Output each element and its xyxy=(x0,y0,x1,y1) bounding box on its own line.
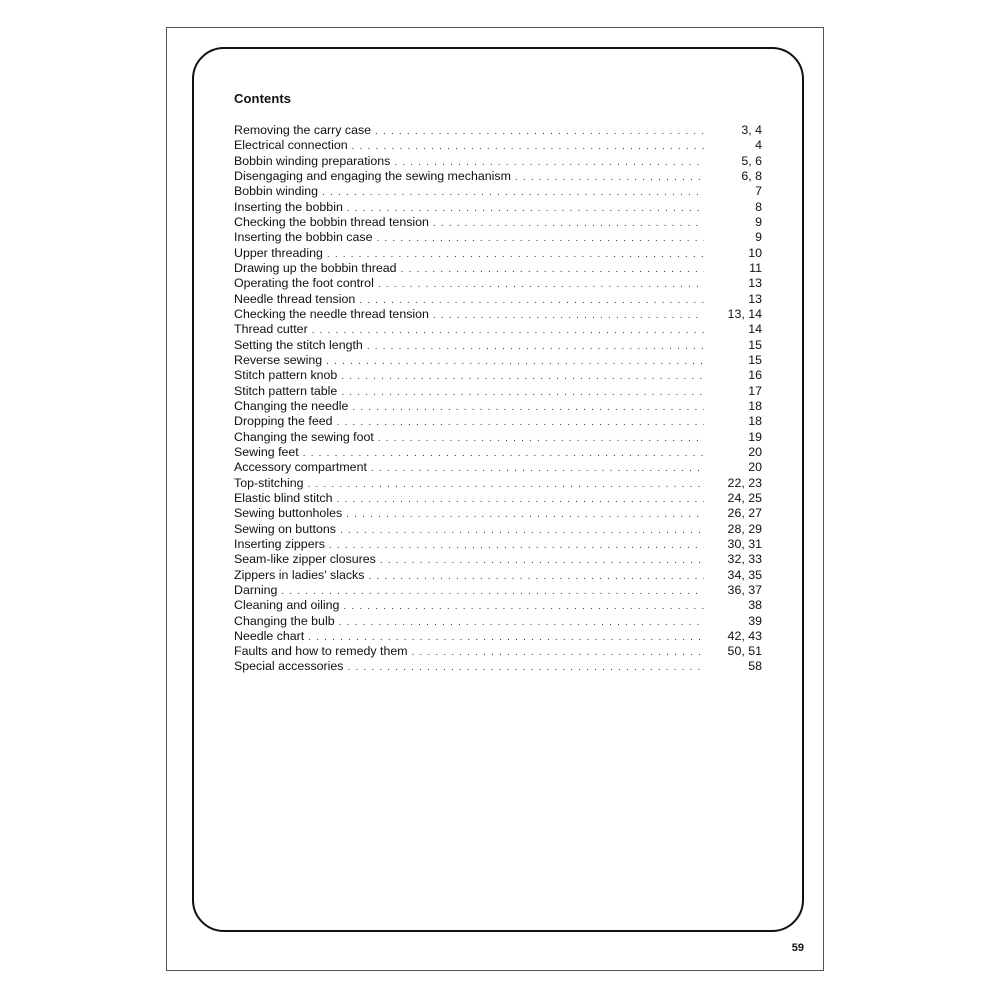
toc-entry-pages: 38 xyxy=(748,598,762,613)
toc-entry-label: Stitch pattern table xyxy=(234,383,338,398)
toc-entry-label: Needle chart xyxy=(234,628,305,643)
toc-entry-label: Operating the foot control xyxy=(234,276,374,291)
toc-entry-label: Removing the carry case xyxy=(234,123,372,137)
toc-entry-label: Thread cutter xyxy=(234,322,308,337)
toc-entry-label: Inserting the bobbin xyxy=(234,199,343,214)
toc-entry xyxy=(234,261,762,276)
toc-entry xyxy=(234,384,762,399)
toc-entry xyxy=(234,184,762,199)
toc-entry-label: Zippers in ladies' slacks xyxy=(234,567,365,582)
toc-entry-label: Cleaning and oiling xyxy=(234,598,340,613)
toc-leader-dots xyxy=(346,506,704,521)
toc-entry xyxy=(234,292,762,307)
toc-entry xyxy=(234,445,762,460)
toc-entry-pages: 18 xyxy=(748,398,762,413)
toc-entry-pages: 13 xyxy=(748,276,762,291)
toc-entry xyxy=(234,322,762,337)
toc-entry-label: Needle thread tension xyxy=(234,291,356,306)
toc-entry-pages: 39 xyxy=(748,613,762,628)
toc-leader-dots xyxy=(375,123,704,138)
toc-entry xyxy=(234,368,762,383)
toc-entry-label: Checking the bobbin thread tension xyxy=(234,214,429,229)
toc-entry-label: Checking the needle thread tension xyxy=(234,306,429,321)
toc-leader-dots xyxy=(308,629,704,644)
toc-entry xyxy=(234,659,762,674)
toc-leader-dots xyxy=(308,476,704,491)
toc-entry-pages: 30, 31 xyxy=(727,536,762,551)
toc-entry xyxy=(234,598,762,613)
toc-entry-label: Stitch pattern knob xyxy=(234,368,338,383)
toc-entry-label: Sewing on buttons xyxy=(234,521,336,536)
toc-leader-dots xyxy=(412,644,704,659)
toc-entry xyxy=(234,399,762,414)
toc-entry-label: Inserting the bobbin case xyxy=(234,230,373,245)
toc-entry xyxy=(234,552,762,567)
toc-entry xyxy=(234,246,762,261)
toc-entry-label: Changing the bulb xyxy=(234,613,335,628)
toc-leader-dots xyxy=(341,384,704,399)
toc-entry xyxy=(234,583,762,598)
toc-entry-label: Sewing buttonholes xyxy=(234,506,343,521)
toc-entry-pages: 18 xyxy=(748,414,762,429)
toc-entry-label: Dropping the feed xyxy=(234,414,333,429)
toc-entry xyxy=(234,307,762,322)
toc-entry-pages: 10 xyxy=(748,245,762,260)
toc-entry-pages: 4 xyxy=(755,138,762,153)
toc-entry xyxy=(234,460,762,475)
toc-entry-pages: 11 xyxy=(749,260,762,275)
contents-heading: Contents xyxy=(234,91,292,106)
toc-entry xyxy=(234,138,762,153)
toc-entry xyxy=(234,644,762,659)
toc-leader-dots xyxy=(327,246,704,261)
toc-leader-dots xyxy=(380,552,704,567)
toc-entry-label: Bobbin winding xyxy=(234,184,319,199)
toc-entry xyxy=(234,430,762,445)
toc-entry xyxy=(234,230,762,245)
toc-entry-label: Seam-like zipper closures xyxy=(234,552,376,567)
toc-leader-dots xyxy=(401,261,704,276)
table-of-contents xyxy=(234,123,762,675)
toc-leader-dots xyxy=(337,414,704,429)
toc-leader-dots xyxy=(329,537,704,552)
toc-entry xyxy=(234,614,762,629)
toc-entry-label: Electrical connection xyxy=(234,138,348,153)
toc-entry xyxy=(234,338,762,353)
toc-leader-dots xyxy=(343,598,704,613)
toc-entry xyxy=(234,200,762,215)
toc-leader-dots xyxy=(348,659,704,674)
toc-entry-pages: 17 xyxy=(748,383,762,398)
toc-entry-label: Setting the stitch length xyxy=(234,337,363,352)
toc-entry-pages: 16 xyxy=(748,368,762,383)
toc-leader-dots xyxy=(378,276,704,291)
toc-leader-dots xyxy=(341,368,704,383)
toc-leader-dots xyxy=(515,169,704,184)
toc-leader-dots xyxy=(368,568,704,583)
toc-entry-label: Sewing feet xyxy=(234,444,299,459)
toc-leader-dots xyxy=(340,522,704,537)
toc-leader-dots xyxy=(378,430,704,445)
toc-leader-dots xyxy=(359,292,704,307)
toc-entry-pages: 58 xyxy=(748,659,762,674)
toc-entry-label: Disengaging and engaging the sewing mechanism xyxy=(234,168,511,183)
toc-leader-dots xyxy=(326,353,704,368)
toc-entry-pages: 32, 33 xyxy=(727,552,762,567)
toc-entry-label: Special accessories xyxy=(234,659,344,674)
toc-leader-dots xyxy=(312,322,704,337)
toc-leader-dots xyxy=(394,154,704,169)
toc-entry-pages: 34, 35 xyxy=(727,567,762,582)
toc-entry-label: Inserting zippers xyxy=(234,536,325,551)
toc-entry-label: Darning xyxy=(234,582,278,597)
toc-entry xyxy=(234,154,762,169)
toc-entry xyxy=(234,353,762,368)
toc-leader-dots xyxy=(347,200,704,215)
toc-leader-dots xyxy=(352,138,704,153)
toc-entry-pages: 22, 23 xyxy=(727,475,762,490)
toc-entry xyxy=(234,629,762,644)
toc-leader-dots xyxy=(376,230,704,245)
toc-entry-pages: 6, 8 xyxy=(741,168,762,183)
toc-leader-dots xyxy=(336,491,704,506)
toc-entry-pages: 9 xyxy=(755,214,762,229)
toc-entry-pages: 13 xyxy=(748,291,762,306)
toc-entry-label: Drawing up the bobbin thread xyxy=(234,260,397,275)
toc-entry xyxy=(234,506,762,521)
toc-leader-dots xyxy=(433,215,704,230)
toc-entry-pages: 14 xyxy=(748,322,762,337)
toc-entry-pages: 5, 6 xyxy=(741,153,762,168)
toc-entry-label: Bobbin winding preparations xyxy=(234,153,391,168)
toc-entry-pages: 26, 27 xyxy=(727,506,762,521)
toc-entry-pages: 13, 14 xyxy=(727,306,762,321)
toc-entry xyxy=(234,491,762,506)
toc-entry-pages: 3, 4 xyxy=(741,123,762,137)
toc-entry-label: Reverse sewing xyxy=(234,352,323,367)
toc-entry-pages: 8 xyxy=(755,199,762,214)
toc-leader-dots xyxy=(281,583,704,598)
toc-entry-label: Changing the sewing foot xyxy=(234,429,374,444)
toc-leader-dots xyxy=(339,614,704,629)
toc-entry xyxy=(234,414,762,429)
toc-entry xyxy=(234,522,762,537)
toc-entry-pages: 24, 25 xyxy=(727,490,762,505)
toc-entry-pages: 50, 51 xyxy=(727,644,762,659)
toc-leader-dots xyxy=(352,399,704,414)
toc-leader-dots xyxy=(367,338,704,353)
toc-entry xyxy=(234,476,762,491)
toc-leader-dots xyxy=(322,184,704,199)
toc-entry-pages: 20 xyxy=(748,460,762,475)
toc-entry-label: Changing the needle xyxy=(234,398,349,413)
page-number: 59 xyxy=(791,942,804,954)
toc-entry-label: Upper threading xyxy=(234,245,323,260)
toc-entry-pages: 15 xyxy=(748,352,762,367)
toc-entry xyxy=(234,568,762,583)
toc-entry-label: Faults and how to remedy them xyxy=(234,644,408,659)
toc-leader-dots xyxy=(433,307,704,322)
toc-entry xyxy=(234,169,762,184)
toc-leader-dots xyxy=(371,460,704,475)
toc-entry-pages: 9 xyxy=(755,230,762,245)
toc-entry-pages: 28, 29 xyxy=(727,521,762,536)
toc-entry xyxy=(234,537,762,552)
toc-entry xyxy=(234,276,762,291)
toc-entry-label: Top-stitching xyxy=(234,475,304,490)
toc-entry-pages: 36, 37 xyxy=(727,582,762,597)
toc-entry-pages: 7 xyxy=(755,184,762,199)
toc-entry-pages: 19 xyxy=(748,429,762,444)
toc-entry-pages: 42, 43 xyxy=(727,628,762,643)
toc-entry xyxy=(234,123,762,138)
toc-entry-label: Accessory compartment xyxy=(234,460,367,475)
toc-leader-dots xyxy=(303,445,704,460)
toc-entry xyxy=(234,215,762,230)
toc-entry-label: Elastic blind stitch xyxy=(234,490,333,505)
toc-entry-pages: 15 xyxy=(748,337,762,352)
toc-entry-pages: 20 xyxy=(748,444,762,459)
